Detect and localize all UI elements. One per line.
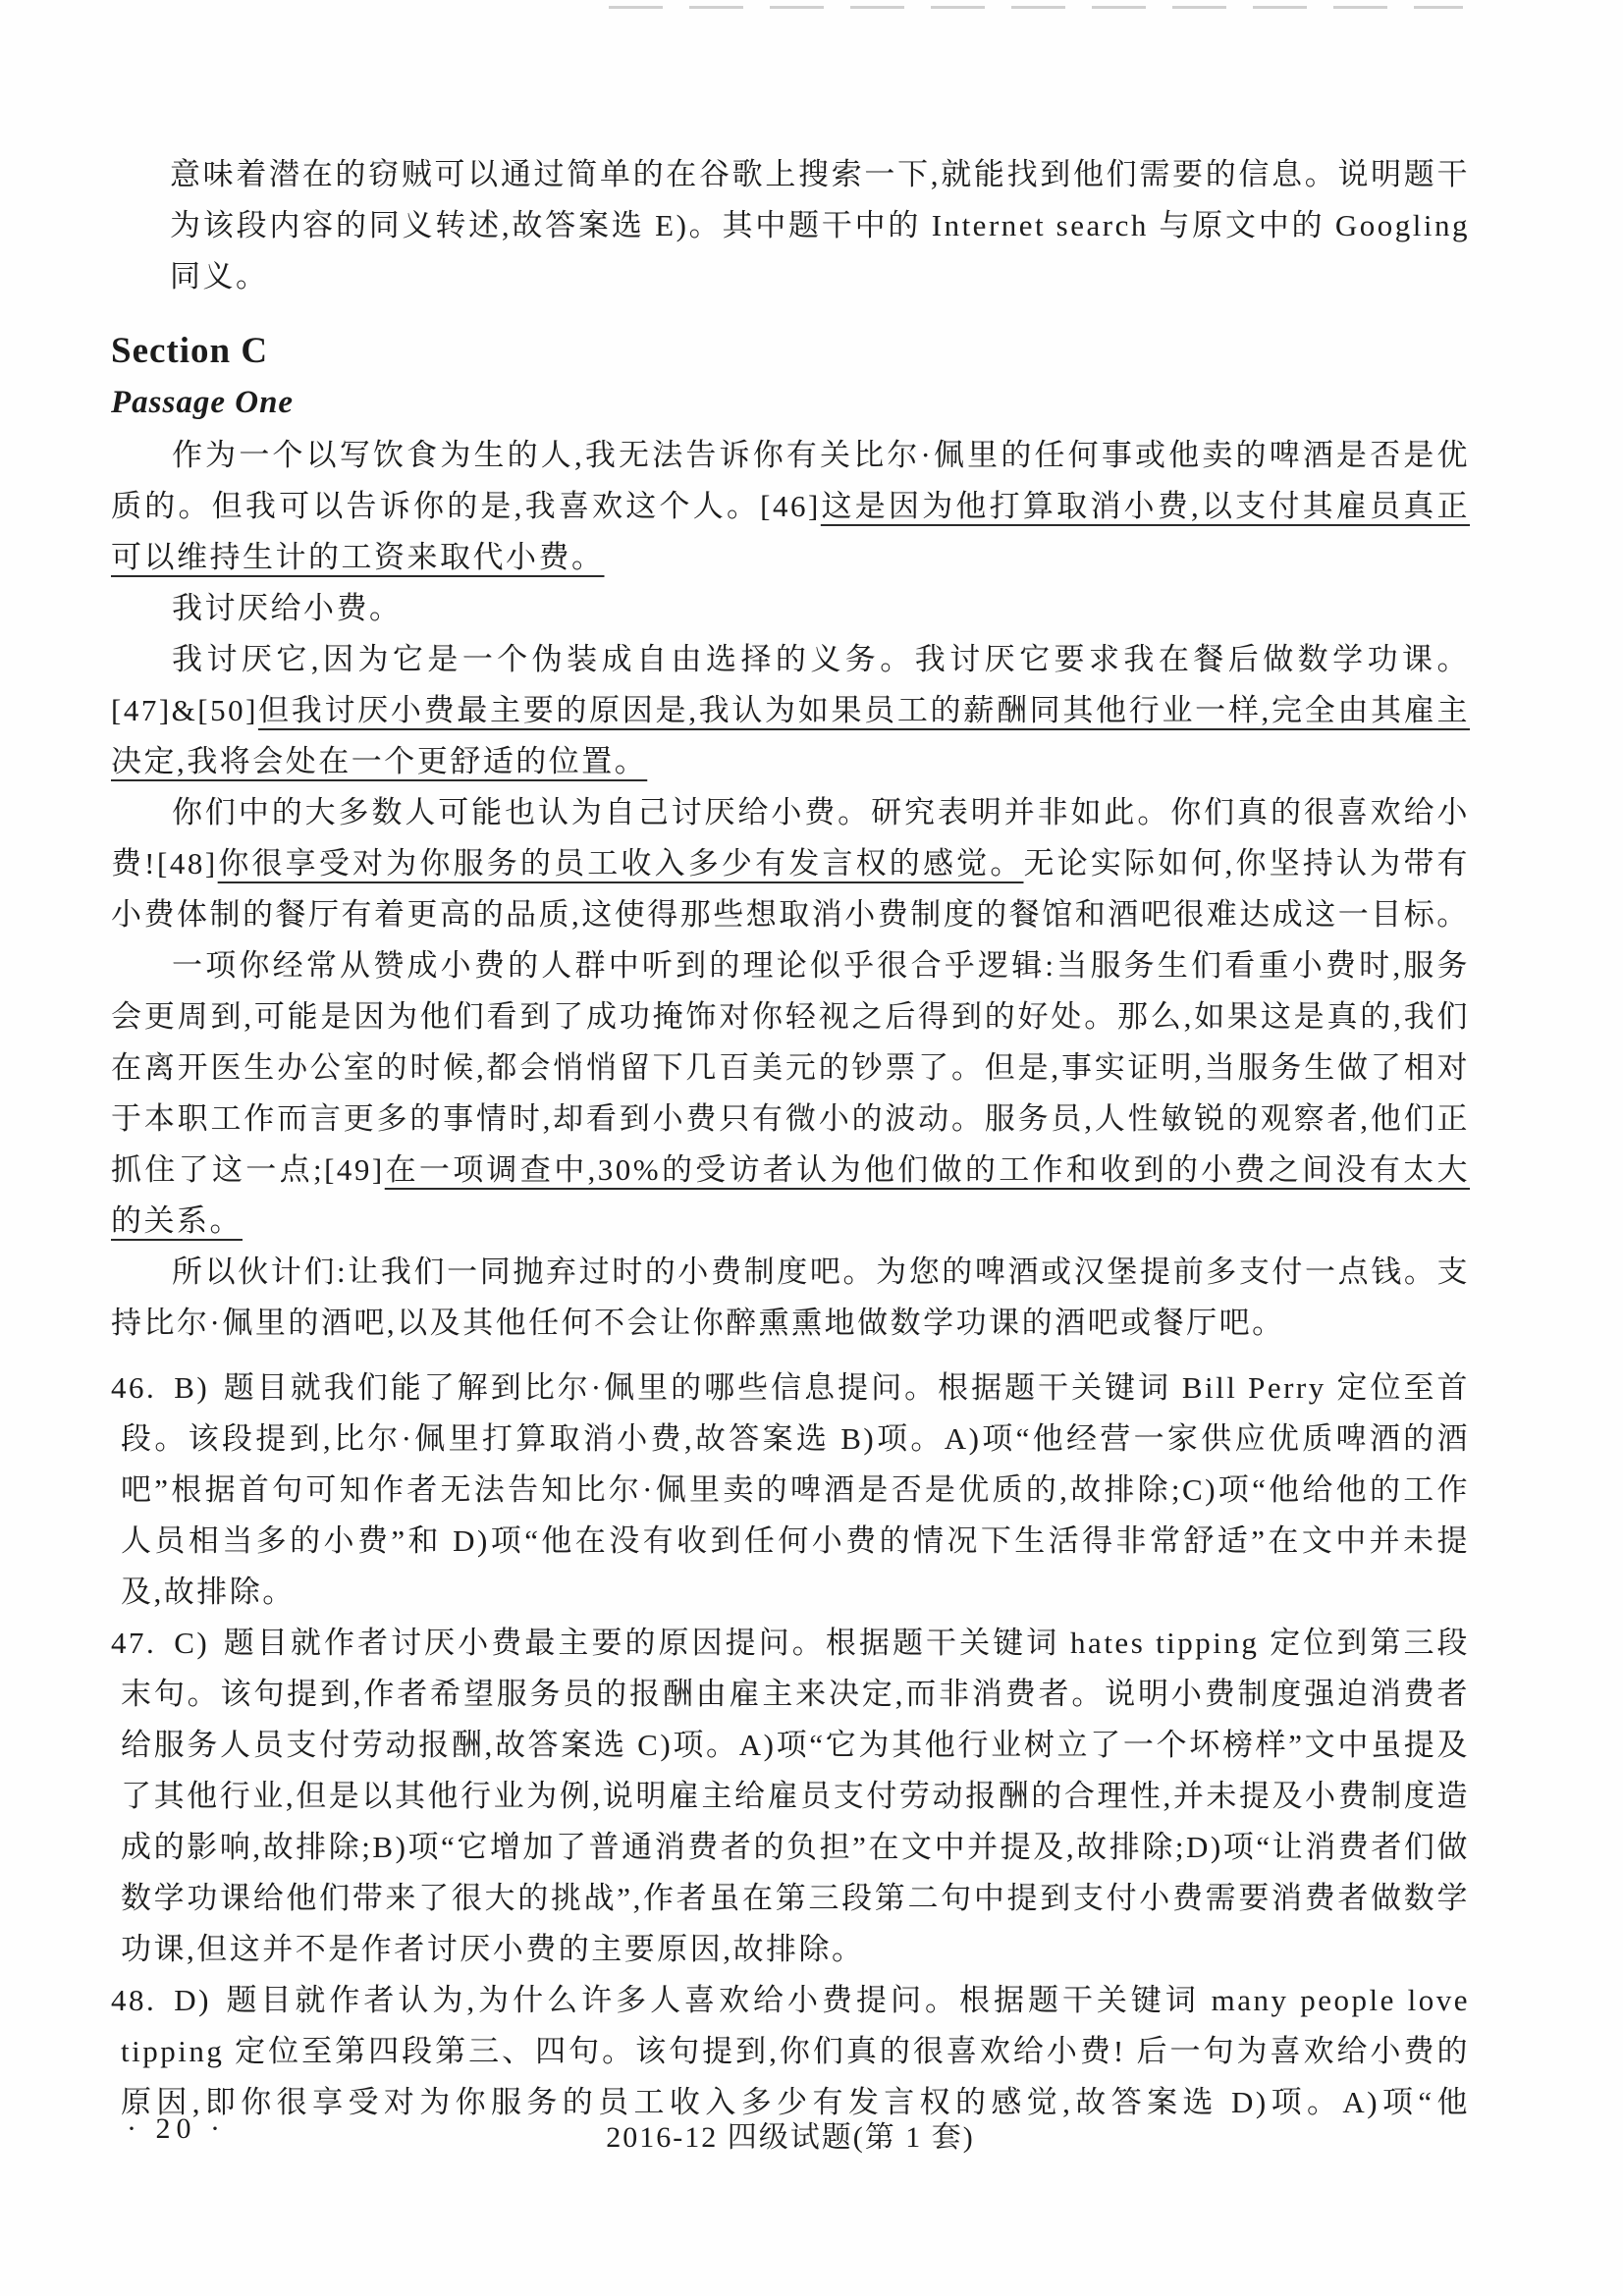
explanation-text: 题目就作者讨厌小费最主要的原因提问。根据题干关键词 hates tipping 定位到第三段末句。该句提到,作者希望服务员的报酬由雇主来决定,而非消费者。说明小费制度强迫消费者给服务人员支付劳动报酬,故答案选 C)项。A)项“它为其他行业树立了一个坏榜样”文中虽提及了其他行业,但是以其他行业为例,说明雇主给雇员支付劳动报酬的合理性,并未提及小费制度造成的影响,故排除;B)项“它增加了普通消费者的负担”在文中并提及,故排除;D)项“让消费者们做数学功课给他们带来了很大的挑战”,作者虽在第三段第二句中提到支付小费需要消费者做数学功课,但这并不是作者讨厌小费的主要原因,故排除。 <box>121 1626 1470 1966</box>
answer-letter: C) <box>174 1626 210 1660</box>
page-footer <box>111 2112 1470 2163</box>
passage-text: 所以伙计们:让我们一同抛弃过时的小费制度吧。为您的啤酒或汉堡提前多支付一点钱。支持比尔·佩里的酒吧,以及其他任何不会让你醉熏熏地做数学功课的酒吧或餐厅吧。 <box>111 1255 1470 1340</box>
underlined-key-sentence: 在一项调查中,30%的受访者认为他们做的工作和收到的小费之间没有太大的关系。 <box>111 1152 1470 1238</box>
passage-paragraph <box>111 634 1470 787</box>
question-number-marker: [49] <box>324 1152 385 1187</box>
question-number-marker: [46] <box>760 489 821 523</box>
page-number: · 20 · <box>127 2112 226 2145</box>
explanation-text: 题目就我们能了解到比尔·佩里的哪些信息提问。根据题干关键词 Bill Perry 定位至首段。该段提到,比尔·佩里打算取消小费,故答案选 B)项。A)项“他经营一家供应优质啤酒的酒吧”根据首句可知作者无法告知比尔·佩里卖的啤酒是否是优质的,故排除;C)项“他给他的工作人员相当多的小费”和 D)项“他在没有收到任何小费的情况下生活得非常舒适”在文中并未提及,故排除。 <box>121 1370 1470 1609</box>
explanation-item <box>111 1618 1470 1975</box>
passage-paragraph <box>111 583 1470 634</box>
explanation-item <box>111 1975 1470 2128</box>
passage-one-heading: Passage One <box>111 385 295 420</box>
question-number-marker: [47]&[50] <box>111 693 258 727</box>
answer-explanations-list <box>111 1362 1470 2128</box>
passage-text: 我讨厌它,因为它是一个伪装成自由选择的义务。我讨厌它要求我在餐后做数学功课。 <box>172 642 1470 676</box>
underlined-key-sentence: 你很享受对为你服务的员工收入多少有发言权的感觉。 <box>217 846 1024 881</box>
underlined-key-sentence: 但我讨厌小费最主要的原因是,我认为如果员工的薪酬同其他行业一样,完全由其雇主决定,我将会处在一个更舒适的位置。 <box>111 693 1470 778</box>
page-content <box>111 149 1470 2128</box>
explanation-text: 题目就作者认为,为什么许多人喜欢给小费提问。根据题干关键词 many people love tipping 定位至第四段第三、四句。该句提到,你们真的很喜欢给小费! 后一句为喜欢给小费的原因,即你很享受对为你服务的员工收入多少有发言权的感觉,故答案选 D)项。A)项“他 <box>121 1983 1470 2119</box>
passage-paragraph <box>111 787 1470 940</box>
passage-paragraph <box>111 430 1470 583</box>
question-number: 46. <box>111 1370 157 1405</box>
passage-text: 无论实际如何,你坚持认为带有小费体制的餐厅有着更高的品质,这使得那些想取消小费制度的餐馆和酒吧很难达成这一目标。 <box>111 846 1471 932</box>
passage-paragraph <box>111 940 1470 1247</box>
question-number: 48. <box>111 1983 157 2017</box>
carryover-paragraph: 意味着潜在的窃贼可以通过简单的在谷歌上搜索一下,就能找到他们需要的信息。说明题干为该段内容的同义转述,故答案选 E)。其中题干中的 Internet search 与原文中的 Googling 同义。 <box>170 157 1470 294</box>
passage-text: 作为一个以写饮食为生的人,我无法告诉你有关比尔·佩里的任何事或他卖的啤酒是否是优质的。但我可以告诉你的是,我喜欢这个人。 <box>111 438 1470 523</box>
passage-text: 一项你经常从赞成小费的人群中听到的理论似乎很合乎逻辑:当服务生们看重小费时,服务会更周到,可能是因为他们看到了成功掩饰对你轻视之后得到的好处。那么,如果这是真的,我们在离开医生办公室的时候,都会悄悄留下几百美元的钞票了。但是,事实证明,当服务生做了相对于本职工作而言更多的事情时,却看到小费只有微小的波动。服务员,人性敏锐的观察者,他们正抓住了这一点; <box>111 948 1470 1187</box>
question-number: 47. <box>111 1626 157 1660</box>
footer-title: 2016-12 四级试题(第 1 套) <box>606 2121 975 2154</box>
section-c-heading: Section C <box>111 331 269 371</box>
scan-artifact-line <box>609 6 1463 9</box>
underlined-key-sentence: 这是因为他打算取消小费,以支付其雇员真正可以维持生计的工资来取代小费。 <box>111 489 1470 574</box>
passage-text: 我讨厌给小费。 <box>172 591 403 625</box>
passage-text: 你们中的大多数人可能也认为自己讨厌给小费。研究表明并非如此。你们真的很喜欢给小费! <box>111 795 1470 881</box>
explanation-item <box>111 1362 1470 1618</box>
passage-translation <box>111 430 1470 1349</box>
passage-paragraph <box>111 1247 1470 1349</box>
answer-letter: D) <box>174 1983 211 2017</box>
question-number-marker: [48] <box>157 846 218 881</box>
answer-letter: B) <box>174 1370 210 1405</box>
